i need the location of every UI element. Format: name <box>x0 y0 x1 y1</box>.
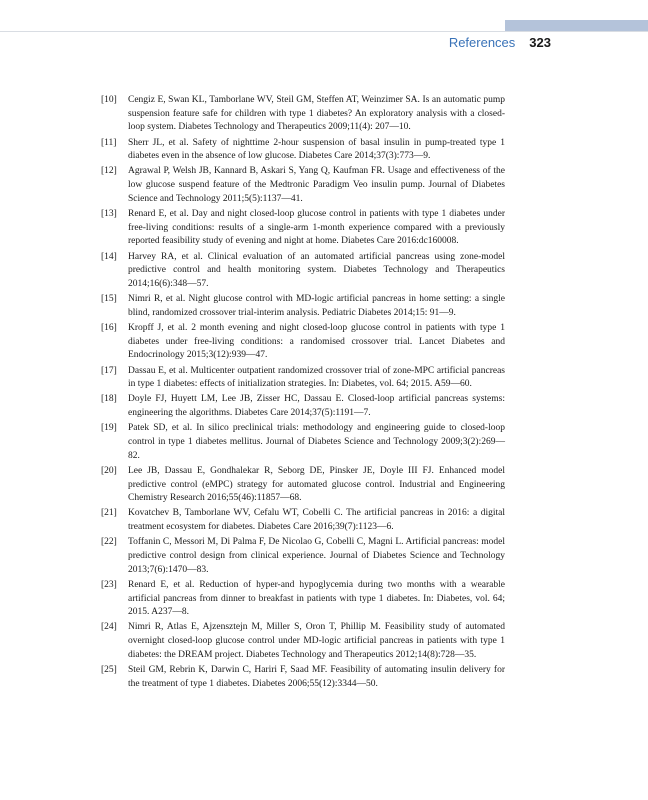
reference-item <box>101 465 505 506</box>
header-tab-bar <box>505 20 648 31</box>
reference-text: Nimri R, Atlas E, Ajzensztejn M, Miller S, Oron T, Phillip M. Feasibility study of automated overnight closed-loop glucose control under MD-logic artificial pancreas in patients with type 1 diabetes: the DREAM project. Diabetes Technology and Therapeutics 2012;14(8):728—35. <box>128 622 505 660</box>
reference-number: [19] <box>101 423 117 434</box>
reference-item <box>101 579 505 620</box>
reference-item <box>101 208 505 249</box>
reference-text: Sherr JL, et al. Safety of nighttime 2-hour suspension of basal insulin in pump-treated type 1 diabetes even in the absence of low glucose. Diabetes Care 2014;37(3):773—9. <box>128 137 505 162</box>
reference-number: [15] <box>101 294 117 305</box>
section-title: References <box>448 35 516 50</box>
reference-text: Kovatchev B, Tamborlane WV, Cefalu WT, Cobelli C. The artificial pancreas in 2016: a digital treatment ecosystem for diabetes. Diabetes Care 2016;39(7):1123—6. <box>128 508 505 533</box>
reference-number: [25] <box>101 665 117 675</box>
reference-number: [23] <box>101 579 117 590</box>
reference-text: Steil GM, Rebrin K, Darwin C, Hariri F, Saad MF. Feasibility of automating insulin delivery for the treatment of type 1 diabetes. Diabetes 2006;55(12):3344—50. <box>128 665 505 689</box>
reference-item <box>101 94 505 135</box>
reference-item <box>101 365 505 392</box>
reference-item <box>101 251 505 292</box>
reference-text: Nimri R, et al. Night glucose control with MD-logic artificial pancreas in home setting: a single blind, randomized crossover trial-interim analysis. Pediatric Diabetes 2014;15: 91—9. <box>128 294 505 318</box>
reference-text: Agrawal P, Welsh JB, Kannard B, Askari S, Yang Q, Kaufman FR. Usage and effectiveness of the low glucose suspend feature of the Medtronic Paradigm Veo insulin pump. Journal of Diabetes Science and Technology 2011;5(5):1137—41. <box>128 166 505 204</box>
reference-text: Toffanin C, Messori M, Di Palma F, De Nicolao G, Cobelli C, Magni L. Artificial pancreas: model predictive control design from clinical experience. Journal of Diabetes Science and Technology 2013;7(6):1470—83. <box>128 537 505 575</box>
reference-text: Harvey RA, et al. Clinical evaluation of an automated artificial pancreas using zone-model predictive control and health monitoring system. Diabetes Technology and Therapeutics 2014;16(6):348—57. <box>128 251 505 289</box>
reference-text: Lee JB, Dassau E, Gondhalekar R, Seborg DE, Pinsker JE, Doyle III FJ. Enhanced model predictive control (eMPC) strategy for automated glucose control. Industrial and Engineering Chemistry Research 2016;55(46):11857—68. <box>128 465 505 504</box>
reference-number: [12] <box>101 166 117 177</box>
reference-item <box>101 536 505 577</box>
reference-number: [10] <box>101 95 117 105</box>
reference-number: [22] <box>101 537 117 548</box>
reference-text: Cengiz E, Swan KL, Tamborlane WV, Steil GM, Steffen AT, Weinzimer SA. Is an automatic pump suspension feature safe for children with type 1 diabetes? An exploratory analysis with a closed-loop system. Diabetes Technology and Therapeutics 2009;11(4): 207—10. <box>128 95 505 133</box>
reference-item <box>101 393 505 420</box>
reference-item <box>101 507 505 534</box>
reference-number: [24] <box>101 622 117 633</box>
reference-text: Doyle FJ, Huyett LM, Lee JB, Zisser HC, Dassau E. Closed-loop artificial pancreas systems: engineering the algorithms. Diabetes Care 2014;37(5):1191—7. <box>128 394 505 419</box>
reference-number: [17] <box>101 365 117 376</box>
reference-number: [16] <box>101 323 117 333</box>
reference-list <box>101 94 505 693</box>
reference-number: [14] <box>101 251 117 262</box>
reference-item <box>101 137 505 164</box>
reference-number: [21] <box>101 508 117 519</box>
reference-text: Patek SD, et al. In silico preclinical trials: methodology and engineering guide to closed-loop control in type 1 diabetes mellitus. Journal of Diabetes Science and Technology 2009;3(2):269—82. <box>128 423 505 461</box>
reference-number: [11] <box>101 137 117 148</box>
reference-number: [13] <box>101 209 117 219</box>
header-rule <box>0 31 648 32</box>
reference-item <box>101 165 505 206</box>
reference-item <box>101 621 505 662</box>
running-head <box>449 35 551 50</box>
page-number: 323 <box>529 35 551 50</box>
reference-item <box>101 422 505 463</box>
reference-text: Dassau E, et al. Multicenter outpatient randomized crossover trial of zone-MPC artificial pancreas in type 1 diabetes: effects of initialization strategies. In: Diabetes, vol. 64; 2015. A59—60. <box>128 365 505 390</box>
reference-number: [18] <box>101 394 117 405</box>
reference-item <box>101 293 505 320</box>
reference-text: Kropff J, et al. 2 month evening and night closed-loop glucose control in patients with type 1 diabetes under free-living conditions: a randomised crossover trial. Lancet Diabetes and Endocrinology 2015;3(12):939—47. <box>128 323 505 361</box>
reference-text: Renard E, et al. Day and night closed-loop glucose control in patients with type 1 diabetes under free-living conditions: results of a single-arm 1-month experience compared with a previously reported feasibility study of evening and night at home. Diabetes Care 2016:dc160008. <box>128 209 505 247</box>
reference-number: [20] <box>101 465 117 476</box>
reference-item <box>101 664 505 691</box>
reference-text: Renard E, et al. Reduction of hyper-and hypoglycemia during two months with a wearable artificial pancreas from dinner to breakfast in patients with type 1 diabetes. In: Diabetes, vol. 64; 2015. A237—8. <box>128 579 505 618</box>
reference-item <box>101 322 505 363</box>
